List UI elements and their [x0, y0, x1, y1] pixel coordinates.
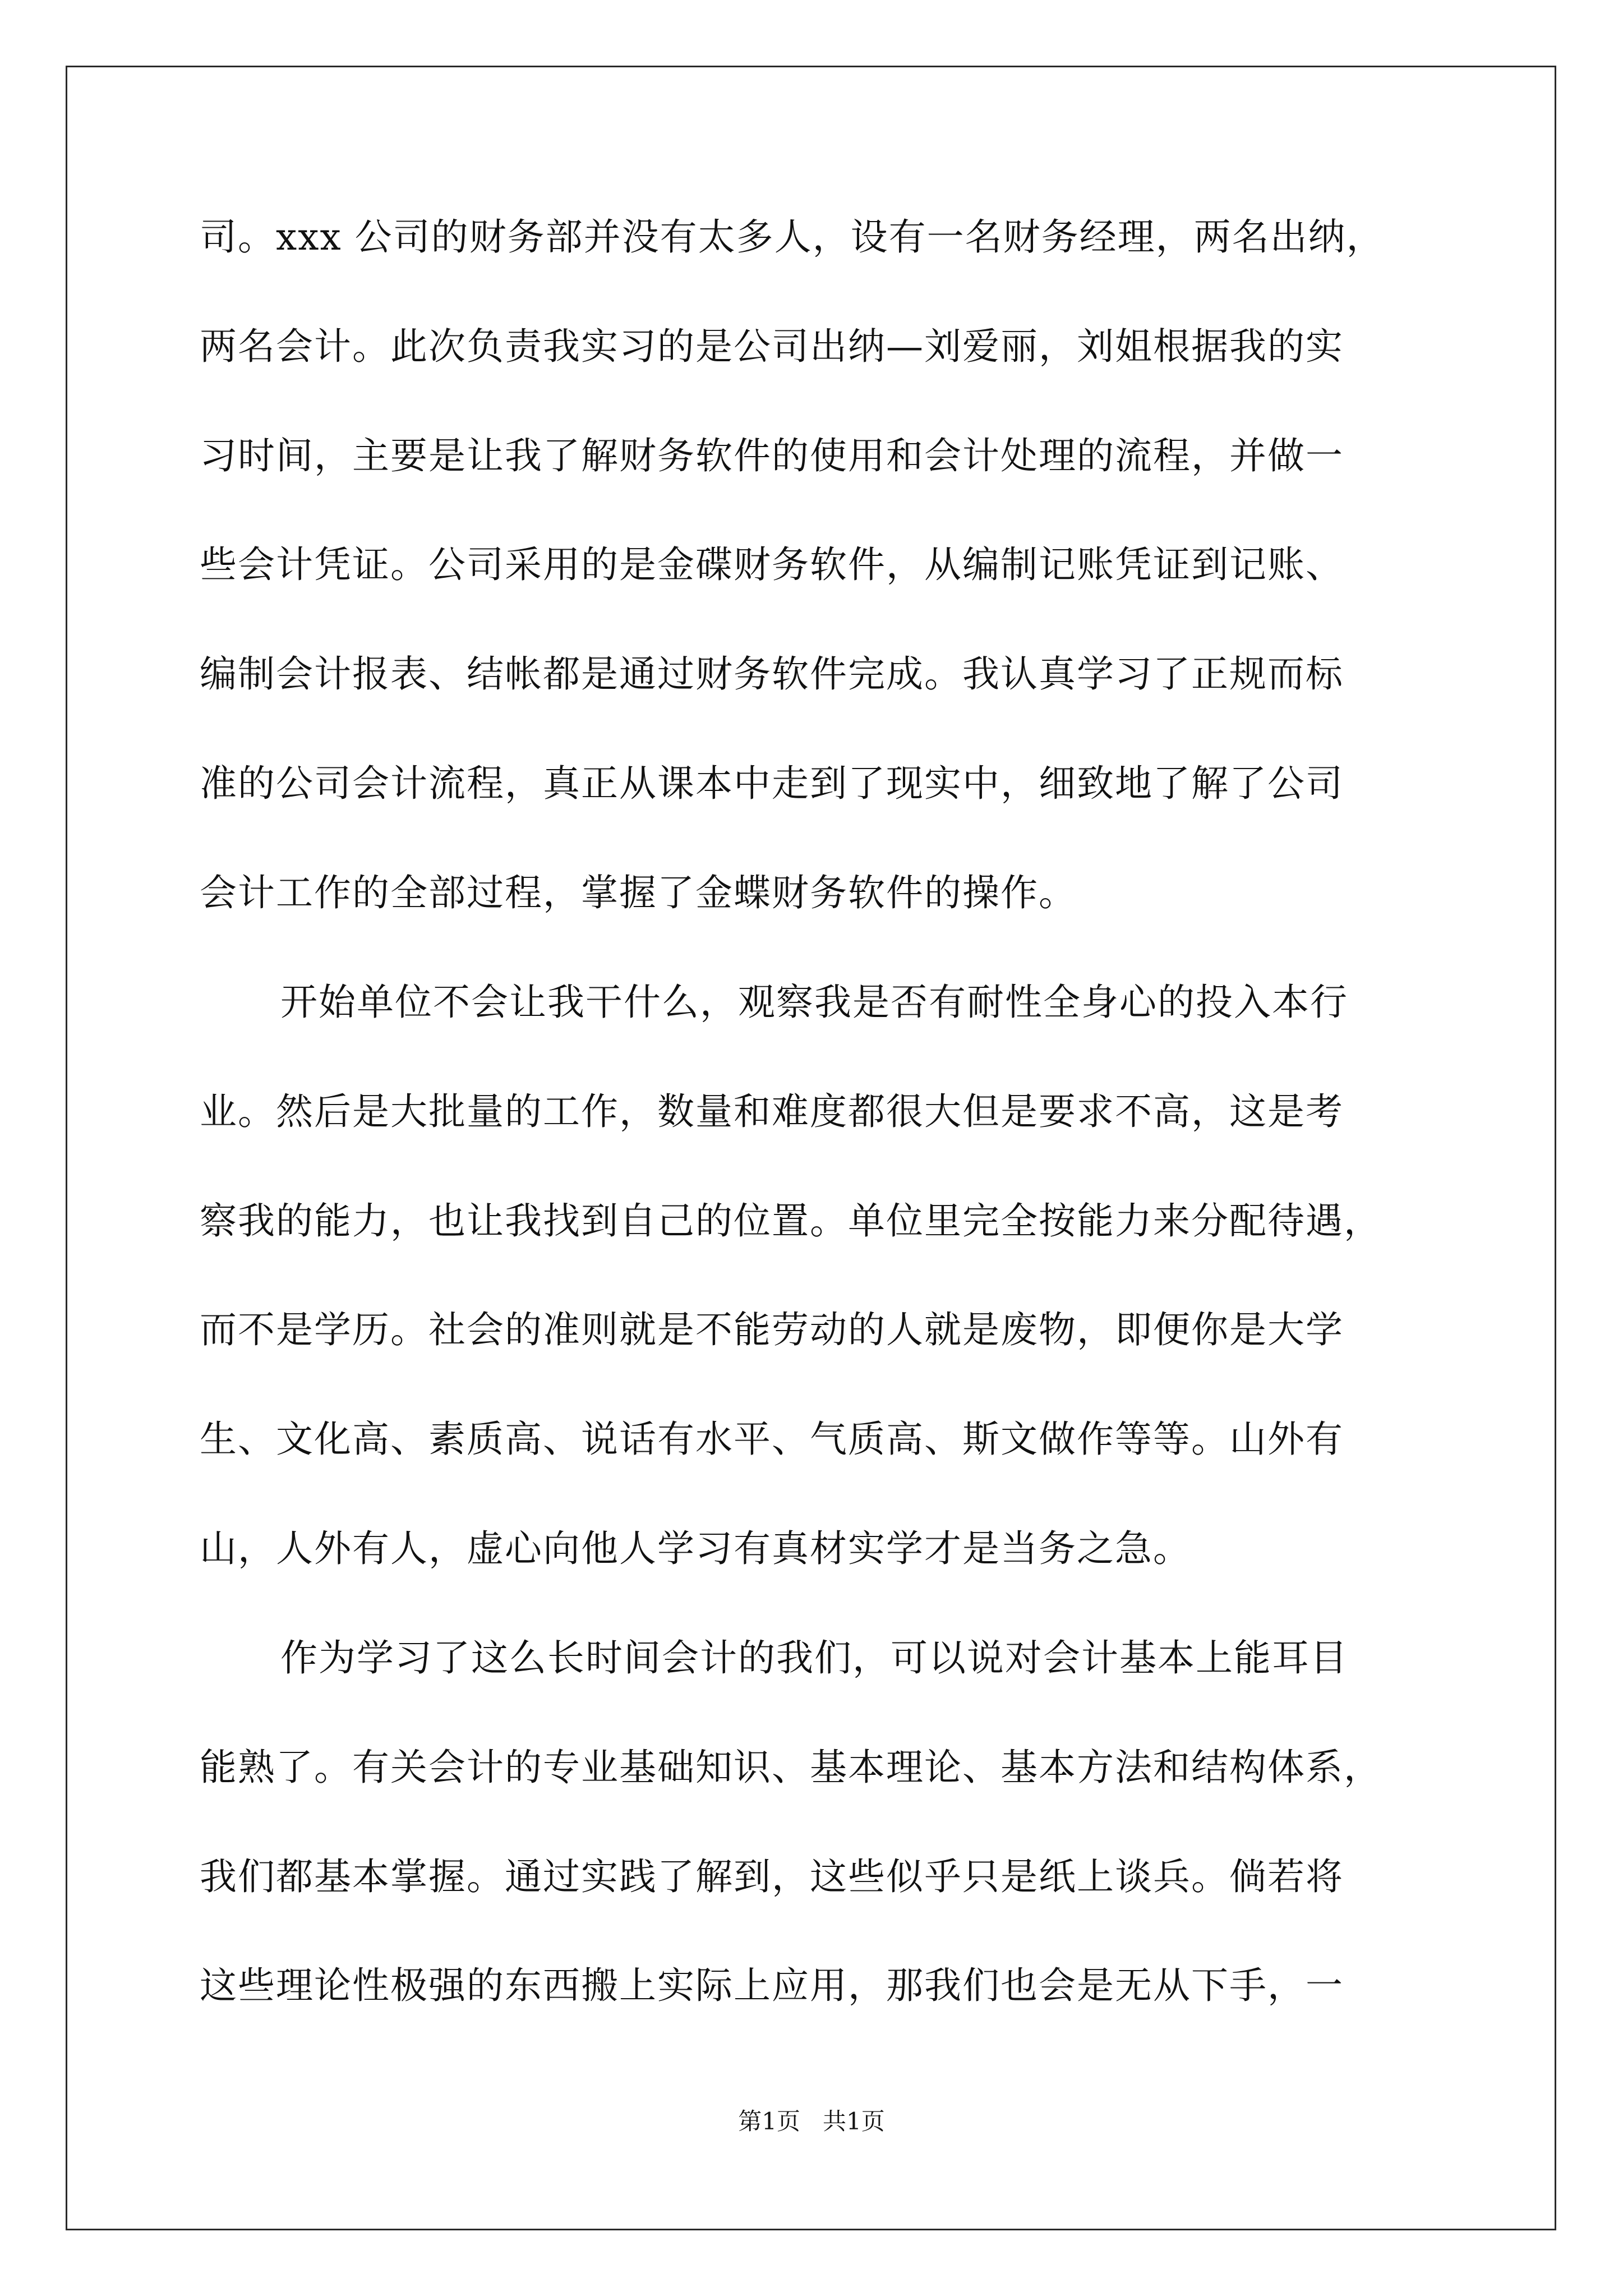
text-line: 习时间，主要是让我了解财务软件的使用和会计处理的流程，并做一 [200, 434, 1344, 477]
text-line: 两名会计。此次负责我实习的是公司出纳—刘爱丽，刘姐根据我的实 [200, 325, 1344, 368]
page-frame [66, 66, 1556, 2230]
text-line: 生、文化高、素质高、说话有水平、气质高、斯文做作等等。山外有 [200, 1418, 1344, 1461]
text-line: 而不是学历。社会的准则就是不能劳动的人就是废物，即便你是大学 [200, 1308, 1344, 1351]
text-line: 察我的能力，也让我找到自己的位置。单位里完全按能力来分配待遇， [200, 1199, 1382, 1243]
text-line: 我们都基本掌握。通过实践了解到，这些似乎只是纸上谈兵。倘若将 [200, 1855, 1344, 1898]
text-line: 些会计凭证。公司采用的是金碟财务软件，从编制记账凭证到记账、 [200, 543, 1344, 586]
text-line: 业。然后是大批量的工作，数量和难度都很大但是要求不高，这是考 [200, 1090, 1344, 1133]
text-line: 山，人外有人，虚心向他人学习有真材实学才是当务之急。 [200, 1527, 1191, 1570]
text-line: 编制会计报表、结帐都是通过财务软件完成。我认真学习了正规而标 [200, 652, 1344, 696]
page-footer: 第1页 共1页 [738, 2108, 885, 2135]
text-line: 能熟了。有关会计的专业基础知识、基本理论、基本方法和结构体系， [200, 1746, 1382, 1789]
text-line: 会计工作的全部过程，掌握了金蝶财务软件的操作。 [200, 871, 1077, 914]
paragraph-first-line: 作为学习了这么长时间会计的我们，可以说对会计基本上能耳目 [280, 1636, 1348, 1680]
text-line: 这些理论性极强的东西搬上实际上应用，那我们也会是无从下手，一 [200, 1964, 1344, 2007]
text-line: 准的公司会计流程，真正从课本中走到了现实中，细致地了解了公司 [200, 762, 1344, 805]
paragraph-first-line: 开始单位不会让我干什么，观察我是否有耐性全身心的投入本行 [280, 981, 1348, 1024]
text-line: 司。xxx 公司的财务部并没有太多人，设有一名财务经理，两名出纳， [200, 215, 1385, 259]
